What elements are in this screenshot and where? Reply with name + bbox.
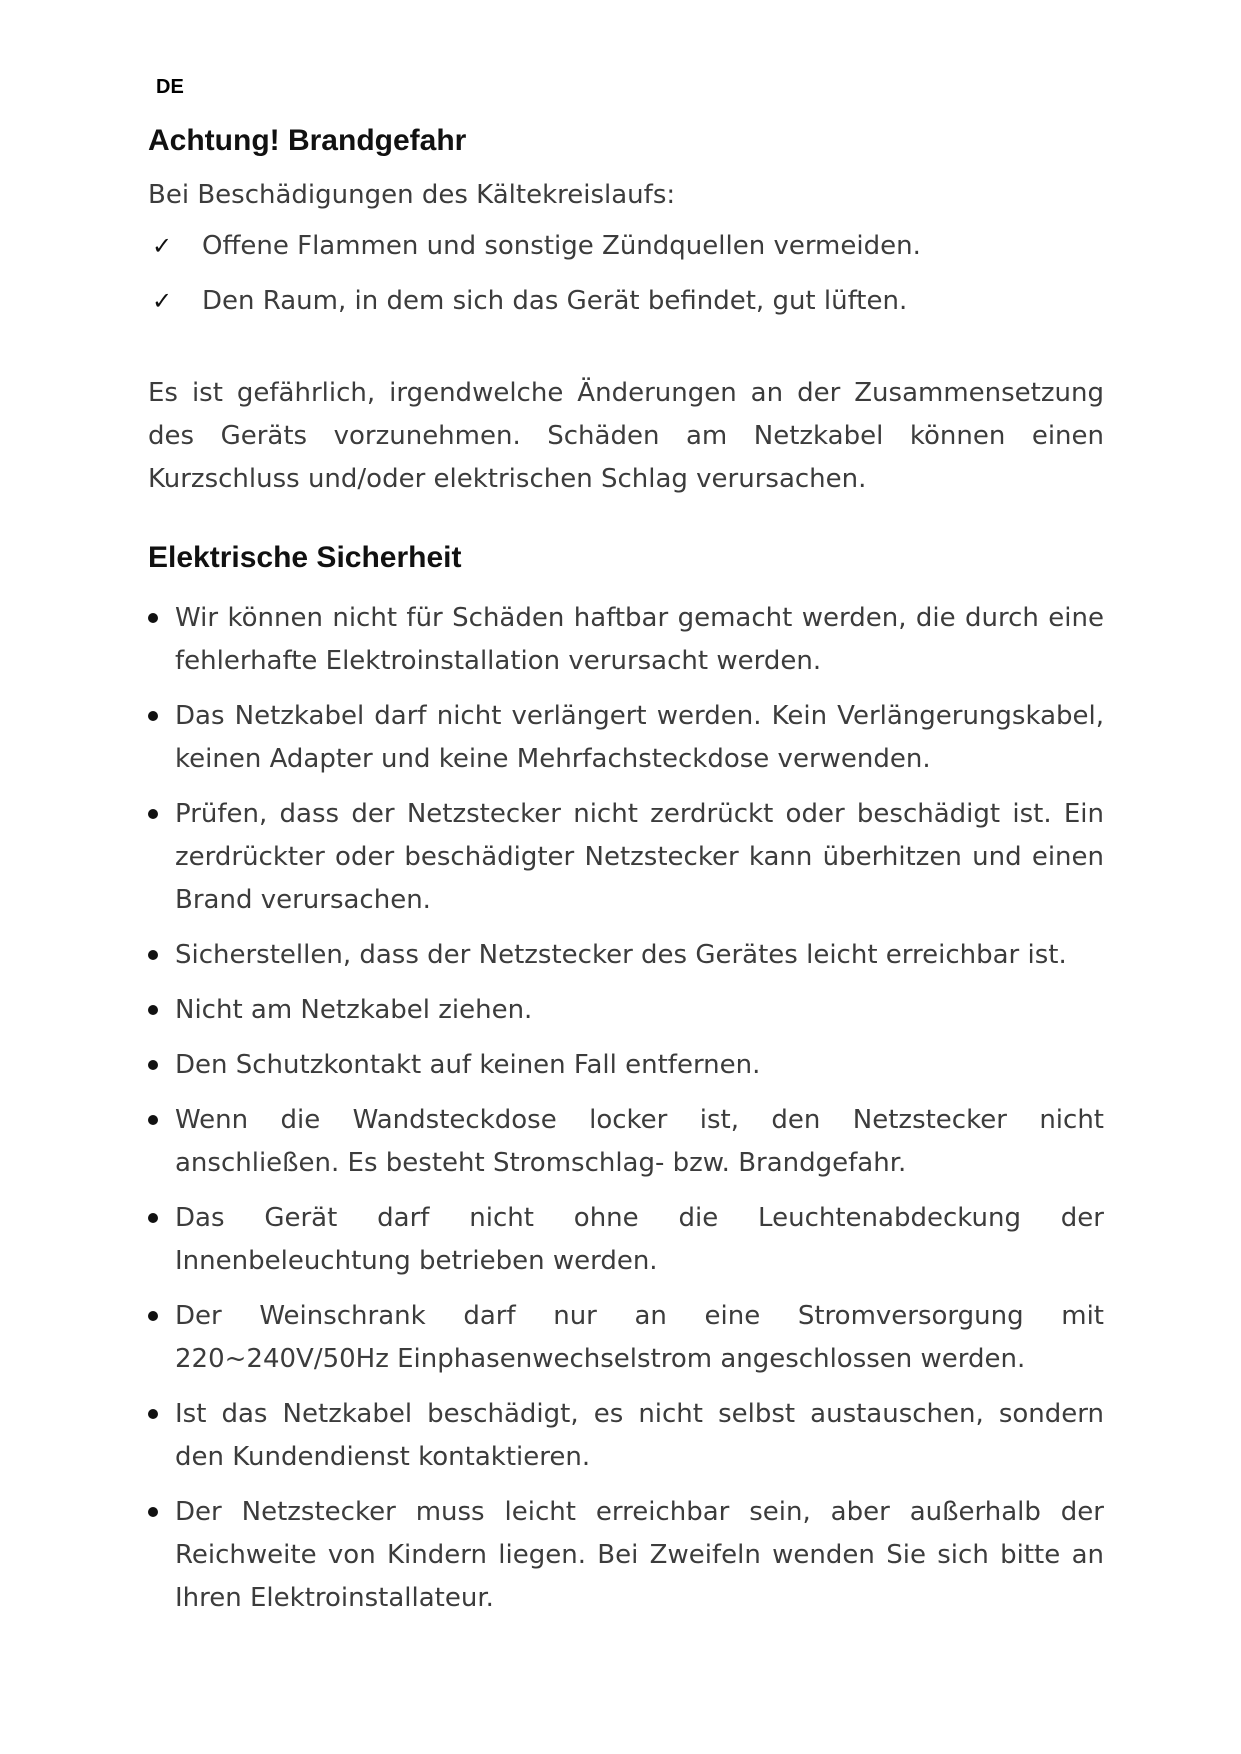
bullet-text: Den Schutzkontakt auf keinen Fall entfernen.: [175, 1050, 761, 1080]
bullet-text: Wenn die Wandsteckdose locker ist, den Netzstecker nicht anschließen. Es besteht Stromschlag- bzw. Brandgefahr.: [175, 1105, 1104, 1178]
bullet-dot-icon: [148, 950, 158, 960]
bullet-item: [148, 597, 1104, 683]
electrical-safety-heading: Elektrische Sicherheit: [148, 541, 462, 574]
check-item-text: Den Raum, in dem sich das Gerät befindet, gut lüften.: [202, 286, 908, 316]
bullet-item: [148, 695, 1104, 781]
bullet-text: Nicht am Netzkabel ziehen.: [175, 995, 533, 1025]
checkmark-icon: ✓: [152, 232, 173, 260]
bullet-text: Sicherstellen, dass der Netzstecker des Gerätes leicht erreichbar ist.: [175, 940, 1067, 970]
warning-paragraph: Es ist gefährlich, irgendwelche Änderungen an der Zusammensetzung des Geräts vorzunehmen. Schäden am Netzkabel können einen Kurzschluss und/oder elektrischen Schlag verursachen.: [148, 378, 1104, 494]
bullet-item: [148, 934, 1104, 977]
check-item: [148, 228, 1108, 265]
fire-hazard-heading: Achtung! Brandgefahr: [148, 124, 467, 157]
bullet-text: Das Gerät darf nicht ohne die Leuchtenabdeckung der Innenbeleuchtung betrieben werden.: [175, 1203, 1104, 1276]
bullet-dot-icon: [148, 809, 158, 819]
check-item: [148, 283, 1108, 320]
bullet-text: Wir können nicht für Schäden haftbar gemacht werden, die durch eine fehlerhafte Elektroinstallation verursacht werden.: [175, 603, 1104, 676]
bullet-dot-icon: [148, 1507, 158, 1517]
bullet-text: Prüfen, dass der Netzstecker nicht zerdrückt oder beschädigt ist. Ein zerdrückter oder beschädigter Netzstecker kann überhitzen und einen Brand verursachen.: [175, 799, 1104, 915]
bullet-dot-icon: [148, 1115, 158, 1125]
language-tag: DE: [156, 76, 184, 98]
bullet-dot-icon: [148, 1005, 158, 1015]
bullet-text: Der Weinschrank darf nur an eine Stromversorgung mit 220~240V/50Hz Einphasenwechselstrom angeschlossen werden.: [175, 1301, 1104, 1374]
bullet-dot-icon: [148, 1060, 158, 1070]
bullet-dot-icon: [148, 711, 158, 721]
bullet-dot-icon: [148, 1213, 158, 1223]
bullet-dot-icon: [148, 1409, 158, 1419]
bullet-item: [148, 1044, 1104, 1087]
bullet-dot-icon: [148, 1311, 158, 1321]
refrigerant-damage-intro: Bei Beschädigungen des Kältekreislaufs:: [148, 180, 676, 210]
bullet-text: Ist das Netzkabel beschädigt, es nicht selbst austauschen, sondern den Kundendienst kontaktieren.: [175, 1399, 1104, 1472]
bullet-item: [148, 1393, 1104, 1479]
check-item-text: Offene Flammen und sonstige Zündquellen vermeiden.: [202, 231, 921, 261]
check-list: [148, 228, 1108, 338]
bullet-item: [148, 1099, 1104, 1185]
bullet-text: Das Netzkabel darf nicht verlängert werden. Kein Verlängerungskabel, keinen Adapter und keine Mehrfachsteckdose verwenden.: [175, 701, 1104, 774]
bullet-item: [148, 1197, 1104, 1283]
bullet-item: [148, 793, 1104, 922]
bullet-item: [148, 1491, 1104, 1620]
bullet-item: [148, 1295, 1104, 1381]
bullet-text: Der Netzstecker muss leicht erreichbar sein, aber außerhalb der Reichweite von Kindern liegen. Bei Zweifeln wenden Sie sich bitte an Ihren Elektroinstallateur.: [175, 1497, 1104, 1613]
safety-bullet-list: [148, 597, 1104, 1632]
bullet-item: [148, 989, 1104, 1032]
checkmark-icon: ✓: [152, 287, 173, 315]
bullet-dot-icon: [148, 613, 158, 623]
